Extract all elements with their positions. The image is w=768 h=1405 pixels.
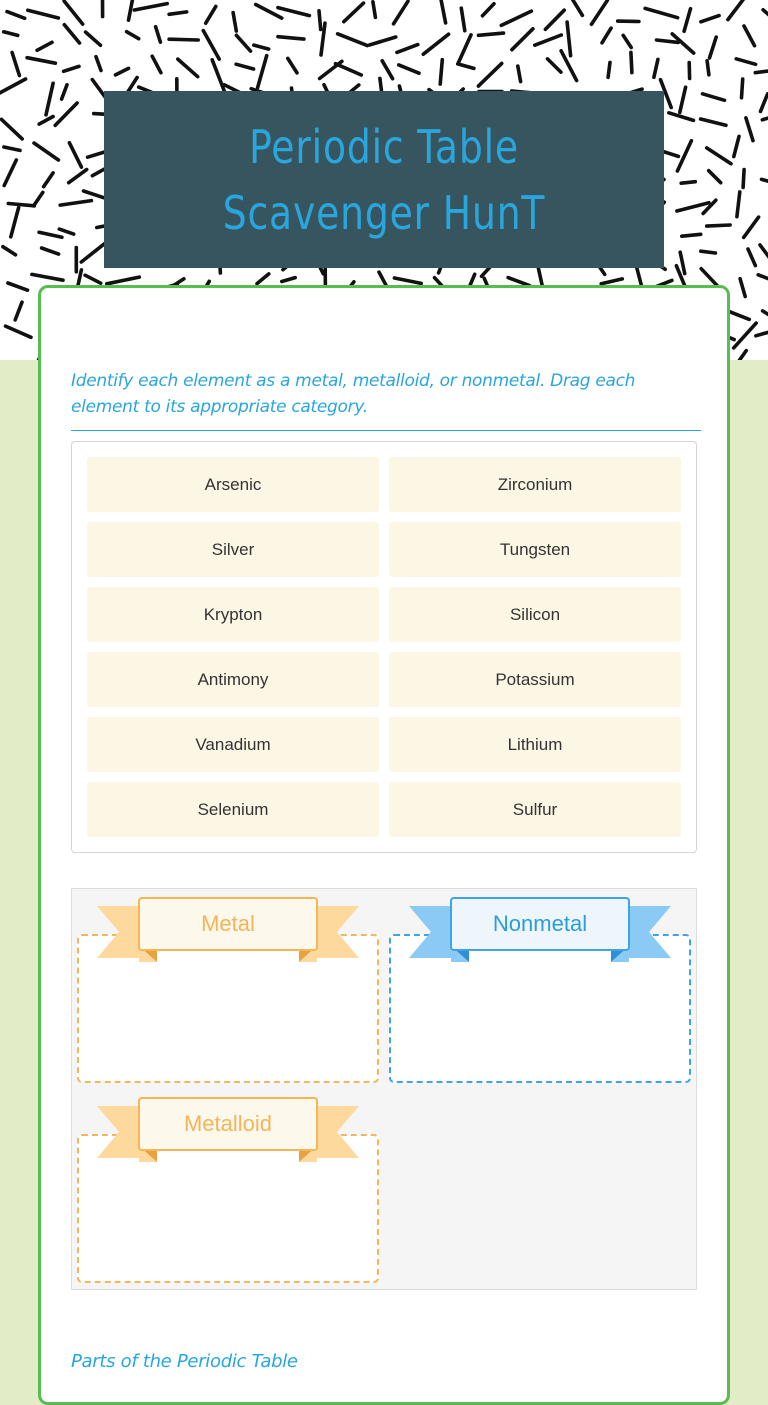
element-chip-tungsten[interactable]: Tungsten [389,522,681,577]
metalloid-category-label: Metalloid [138,1097,318,1151]
question-instructions: Identify each element as a metal, metalloid, or nonmetal. Drag each element to its appropriate category. [71,368,701,431]
element-chip-zirconium[interactable]: Zirconium [389,457,681,512]
element-chip-sulfur[interactable]: Sulfur [389,782,681,837]
element-chip-silver[interactable]: Silver [87,522,379,577]
element-chip-krypton[interactable]: Krypton [87,587,379,642]
element-chip-lithium[interactable]: Lithium [389,717,681,772]
nonmetal-category-label: Nonmetal [450,897,630,951]
element-chip-antimony[interactable]: Antimony [87,652,379,707]
worksheet-card [38,285,730,1405]
element-chip-arsenic[interactable]: Arsenic [87,457,379,512]
metal-category-label: Metal [138,897,318,951]
element-chip-potassium[interactable]: Potassium [389,652,681,707]
element-bank [71,441,697,853]
page-title: Periodic Table Scavenger HunT [171,114,597,246]
element-chip-selenium[interactable]: Selenium [87,782,379,837]
element-chip-silicon[interactable]: Silicon [389,587,681,642]
element-chip-vanadium[interactable]: Vanadium [87,717,379,772]
category-drop-area [71,888,697,1290]
title-banner [104,91,664,268]
section-title-parts: Parts of the Periodic Table [71,1351,298,1372]
